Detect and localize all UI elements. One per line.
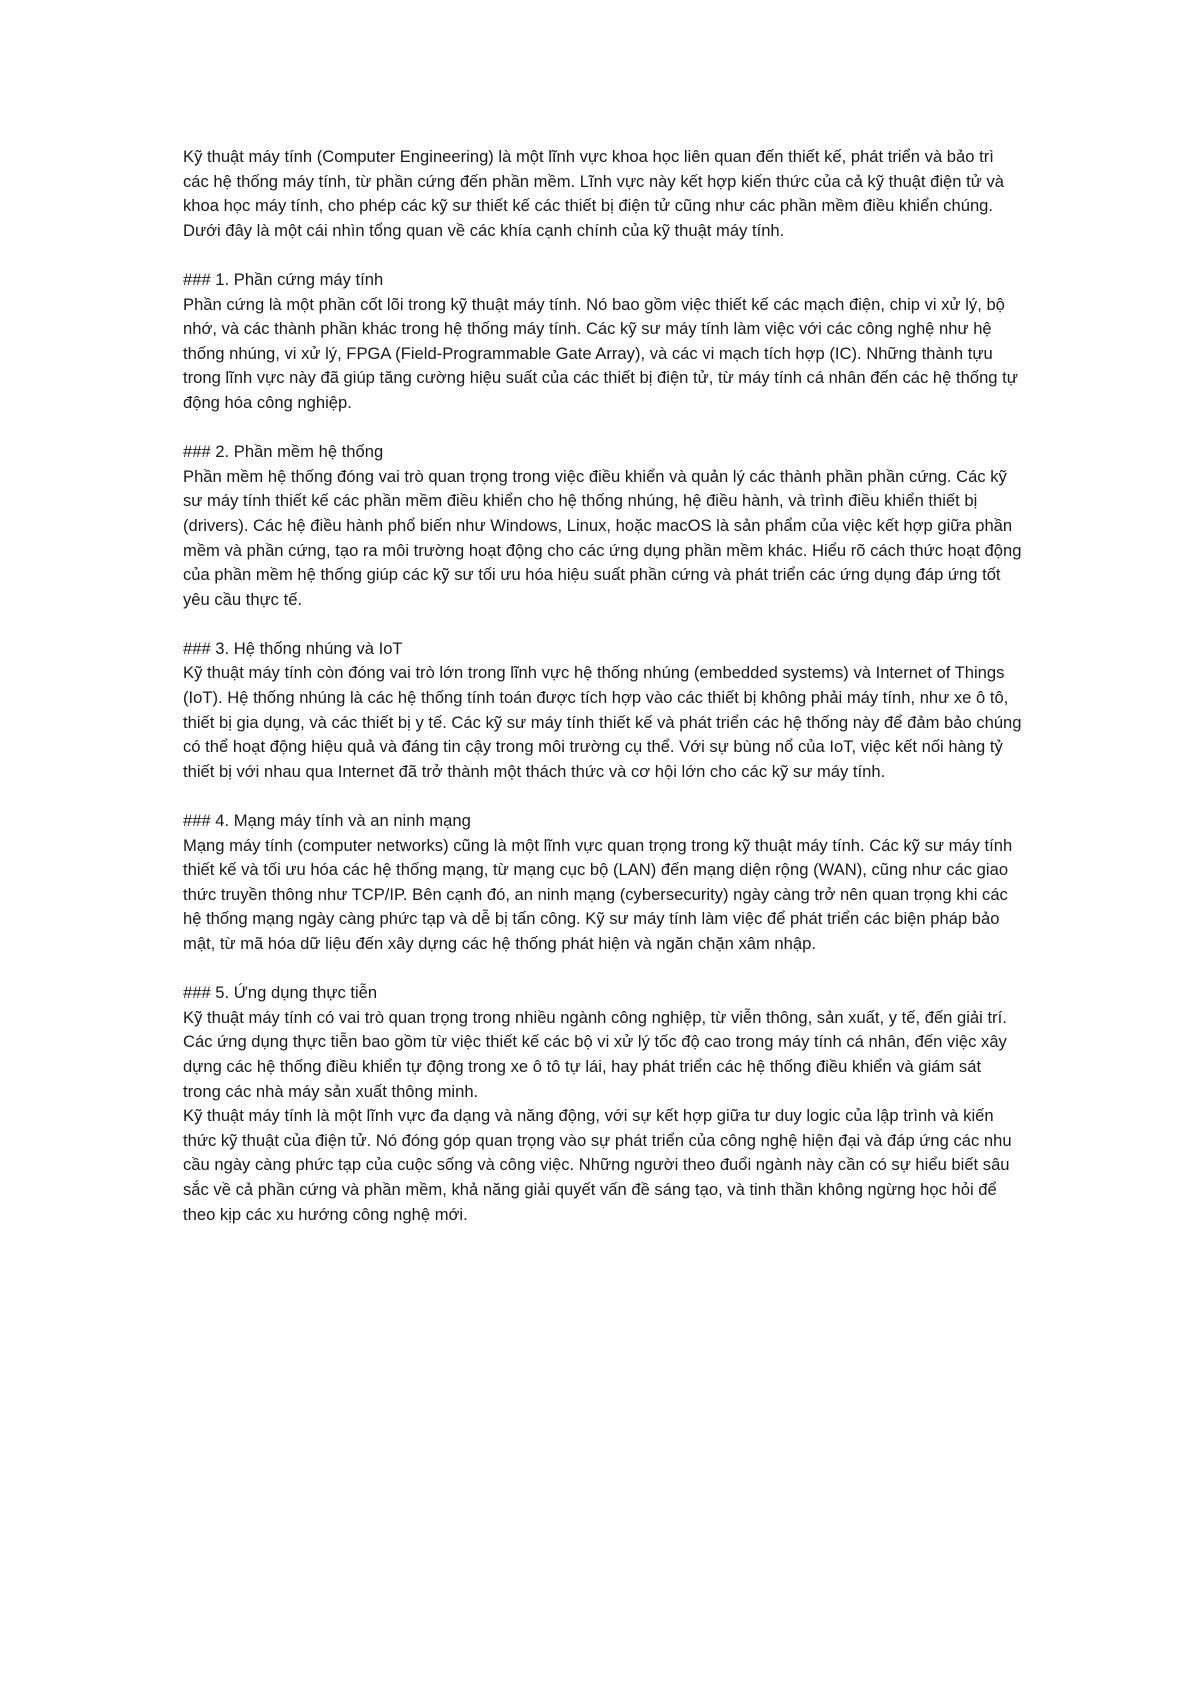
section-applications	[183, 981, 1023, 1104]
section-networking-security	[183, 809, 1023, 957]
section-heading: ### 3. Hệ thống nhúng và IoT	[183, 638, 403, 658]
section-paragraph: Phần cứng là một phần cốt lõi trong kỹ thuật máy tính. Nó bao gồm việc thiết kế các mạch điện, chip vi xử lý, bộ nhớ, và các thành phần khác trong hệ thống máy tính. Các kỹ sư máy tính làm việc với các công nghệ như hệ thống nhúng, vi xử lý, FPGA (Field-Programmable Gate Array), và các vi mạch tích hợp (IC). Những thành tựu trong lĩnh vực này đã giúp tăng cường hiệu suất của các thiết bị điện tử, từ máy tính cá nhân đến các hệ thống tự động hóa công nghiệp.	[183, 294, 1018, 412]
intro-paragraph: Kỹ thuật máy tính (Computer Engineering) là một lĩnh vực khoa học liên quan đến thiết kế, phát triển và bảo trì các hệ thống máy tính, từ phần cứng đến phần mềm. Lĩnh vực này kết hợp kiến thức của cả kỹ thuật điện tử và khoa học máy tính, cho phép các kỹ sư thiết kế các thiết bị điện tử cũng như các phần mềm điều khiển chúng. Dưới đây là một cái nhìn tổng quan về các khía cạnh chính của kỹ thuật máy tính.	[183, 147, 1004, 240]
section-hardware	[183, 268, 1023, 416]
section-heading: ### 2. Phần mềm hệ thống	[183, 442, 384, 462]
document-body	[183, 145, 1023, 1227]
section-system-software	[183, 440, 1023, 612]
section-embedded-iot	[183, 637, 1023, 785]
section-heading: ### 1. Phần cứng máy tính	[183, 269, 384, 289]
section-paragraph: Kỹ thuật máy tính còn đóng vai trò lớn trong lĩnh vực hệ thống nhúng (embedded systems) và Internet of Things (IoT). Hệ thống nhúng là các hệ thống tính toán được tích hợp vào các thiết bị không phải máy tính, như xe ô tô, thiết bị gia dụng, và các thiết bị y tế. Các kỹ sư máy tính thiết kế và phát triển các hệ thống này để đảm bảo chúng có thể hoạt động hiệu quả và đáng tin cậy trong môi trường cụ thể. Với sự bùng nổ của IoT, việc kết nối hàng tỷ thiết bị với nhau qua Internet đã trở thành một thách thức và cơ hội lớn cho các kỹ sư máy tính.	[183, 663, 1022, 781]
section-paragraph: Mạng máy tính (computer networks) cũng là một lĩnh vực quan trọng trong kỹ thuật máy tính. Các kỹ sư máy tính thiết kế và tối ưu hóa các hệ thống mạng, từ mạng cục bộ (LAN) đến mạng diện rộng (WAN), cũng như các giao thức truyền thông như TCP/IP. Bên cạnh đó, an ninh mạng (cybersecurity) ngày càng trở nên quan trọng khi các hệ thống mạng ngày càng phức tạp và dễ bị tấn công. Kỹ sư máy tính làm việc để phát triển các biện pháp bảo mật, từ mã hóa dữ liệu đến xây dựng các hệ thống phát hiện và ngăn chặn xâm nhập.	[183, 835, 1013, 953]
conclusion-paragraph: Kỹ thuật máy tính là một lĩnh vực đa dạng và năng động, với sự kết hợp giữa tư duy logic của lập trình và kiến thức kỹ thuật của điện tử. Nó đóng góp quan trọng vào sự phát triển của công nghệ hiện đại và đáp ứng các nhu cầu ngày càng phức tạp của cuộc sống và công việc. Những người theo đuổi ngành này cần có sự hiểu biết sâu sắc về cả phần cứng và phần mềm, khả năng giải quyết vấn đề sáng tạo, và tinh thần không ngừng học hỏi để theo kịp các xu hướng công nghệ mới.	[183, 1106, 1012, 1224]
section-paragraph: Phần mềm hệ thống đóng vai trò quan trọng trong việc điều khiển và quản lý các thành phần phần cứng. Các kỹ sư máy tính thiết kế các phần mềm điều khiển cho hệ thống nhúng, hệ điều hành, và trình điều khiển thiết bị (drivers). Các hệ điều hành phổ biến như Windows, Linux, hoặc macOS là sản phẩm của việc kết hợp giữa phần mềm và phần cứng, tạo ra môi trường hoạt động cho các ứng dụng phần mềm khác. Hiểu rõ cách thức hoạt động của phần mềm hệ thống giúp các kỹ sư tối ưu hóa hiệu suất phần cứng và phát triển các ứng dụng đáp ứng tốt yêu cầu thực tế.	[183, 466, 1022, 609]
section-paragraph: Kỹ thuật máy tính có vai trò quan trọng trong nhiều ngành công nghiệp, từ viễn thông, sản xuất, y tế, đến giải trí. Các ứng dụng thực tiễn bao gồm từ việc thiết kế các bộ vi xử lý tốc độ cao trong máy tính cá nhân, đến việc xây dựng các hệ thống điều khiển tự động trong xe ô tô tự lái, hay phát triển các hệ thống điều khiển và giám sát trong các nhà máy sản xuất thông minh.	[183, 1007, 1007, 1101]
section-heading: ### 4. Mạng máy tính và an ninh mạng	[183, 811, 471, 831]
section-heading: ### 5. Ứng dụng thực tiễn	[183, 983, 378, 1003]
